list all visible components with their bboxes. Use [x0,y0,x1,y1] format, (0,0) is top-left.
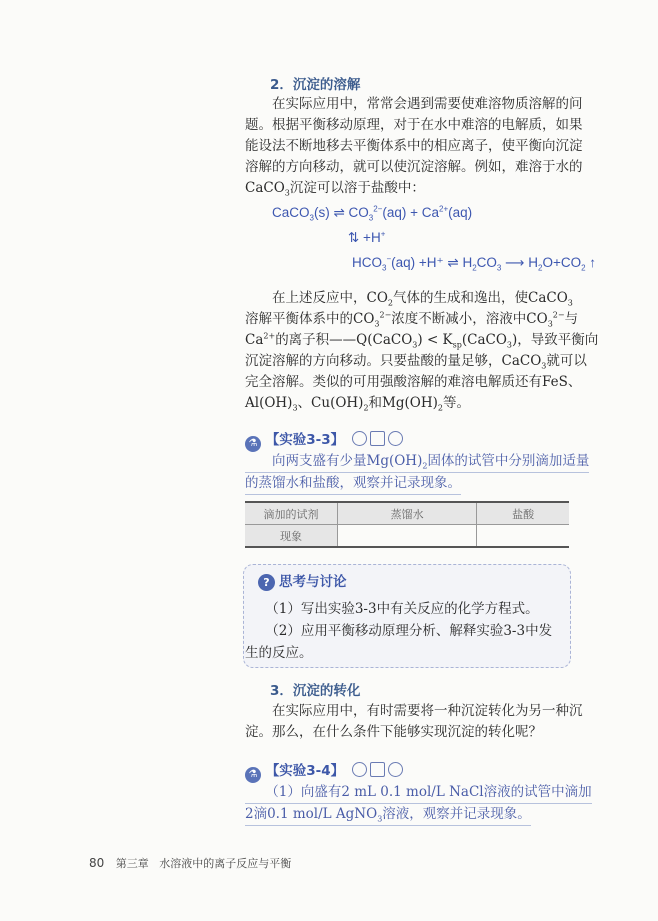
text-segment: 淀。那么，在什么条件下能够实现沉淀的转化呢？ [245,724,542,740]
superscript: 2− [552,310,565,320]
section-heading-conversion: 3．沉淀的转化 [270,683,361,699]
text-segment: （2）应用平衡移动原理分析、解释实验3-3中发 [245,623,553,639]
text-segment: Ca [245,332,264,348]
subscript: 2 [363,403,369,413]
text-segment: 2滴0.1 mol/L AgNO [245,806,378,822]
flask-icon: ⚗ [245,436,261,452]
experiment-title: 【实验3-3】 [265,432,345,448]
text-line [245,309,578,330]
text-line [245,722,542,743]
chapter-label: 第三章 [115,857,149,870]
text-line [245,643,313,664]
text-segment: （1）向盛有2 mL 0.1 mol/L NaCl溶液的试管中滴加 [245,784,592,800]
observation-table [245,501,569,548]
page-number: 80 [89,856,105,870]
subscript: 3 [284,188,290,198]
text-segment: +H⁺ ⇌ [418,255,459,270]
subscript: 2 [537,263,543,273]
flask-icon: ⚗ [245,767,261,783]
row-label: 现象 [245,525,338,548]
superscript: 2− [379,310,392,320]
text-segment: ↑ [585,255,597,270]
text-segment: ) < K [417,332,453,348]
text-segment: 溶解的方向移动，就可以使沉淀溶解。例如，难溶于水的 [245,159,583,175]
text-segment: (CaCO [461,332,507,348]
text-line [245,473,461,495]
superscript: − [386,254,392,264]
subscript: sp [452,340,462,350]
goggles-icon [352,762,367,777]
text-segment: 溶液，观察并记录现象。 [382,806,531,822]
text-segment: 沉淀溶解的方向移动。只要盐酸的量足够，CaCO [245,353,542,369]
text-line [245,330,598,351]
text-segment: 浓度不断减小，溶液中CO [391,311,548,327]
text-line [245,451,589,473]
text-segment: 的蒸馏水和盐酸，观察并记录现象。 [245,475,461,491]
text-segment: (aq) + Ca [382,205,440,220]
subscript: 3 [309,213,314,223]
superscript: 2− [373,204,383,214]
subscript: 2 [472,263,477,273]
subscript: 3 [292,403,298,413]
text-line [245,782,592,804]
table-row [245,525,569,548]
experiment-title: 【实验3-4】 [265,763,345,779]
subscript: 2 [437,403,443,413]
equation-row-2 [348,230,385,246]
text-segment: 溶解平衡体系中的CO [245,311,375,327]
text-segment: Al(OH) [245,395,293,411]
table-header: 滴加的试剂 [245,502,338,525]
text-segment: 在上述反应中，CO [245,290,388,306]
subscript: 3 [368,213,374,223]
text-segment: 题。根据平衡移动原理，对于在水中难溶的电解质，如果 [245,117,583,133]
text-line [245,157,583,178]
text-segment: 沉淀可以溶于盐酸中： [289,180,425,196]
experiment-3-3-header [245,430,403,451]
superscript: 2+ [439,204,449,214]
subscript: 2 [387,298,393,308]
hazard-icon [370,431,385,446]
think-title-text: 思考与讨论 [279,574,347,590]
table-cell [477,525,569,548]
text-segment: （1）写出实验3-3中有关反应的化学方程式。 [245,601,539,617]
text-line [245,804,531,826]
text-line [245,351,587,372]
subscript: 2 [581,263,586,273]
equation-row-3 [352,255,596,271]
section-heading-dissolution: 2．沉淀的溶解 [270,77,361,93]
text-segment: 就可以 [546,353,587,369]
handwash-icon [388,762,403,777]
text-segment: CaCO [272,205,310,220]
text-segment: 的离子积——Q(CaCO [275,332,413,348]
text-segment: CaCO [245,180,285,196]
text-segment: )，导致平衡向 [512,332,599,348]
table-header: 蒸馏水 [338,502,477,525]
text-segment: (s) ⇌ CO [313,205,369,220]
text-line [245,136,583,157]
subscript: 3 [567,298,573,308]
text-line [245,94,583,115]
text-segment: HCO [352,255,382,270]
text-segment: 固体的试管中分别滴加适量 [427,453,590,469]
text-segment: 在实际应用中，有时需要将一种沉淀转化为另一种沉 [245,703,583,719]
text-segment: 等。 [442,395,470,411]
handwash-icon [388,431,403,446]
text-segment: 和Mg(OH) [368,395,438,411]
text-segment: ⟶ H [501,255,538,270]
text-segment: O+CO [542,255,582,270]
table-header-row [245,502,569,525]
text-segment: 向两支盛有少量Mg(OH) [245,453,423,469]
text-line [245,393,470,414]
think-discuss-title [258,570,347,591]
superscript: 2+ [263,331,276,341]
text-line [245,288,573,309]
subscript: 3 [382,263,387,273]
subscript: 3 [547,319,553,329]
subscript: 3 [377,814,383,824]
text-line [245,372,581,393]
subscript: 3 [541,361,547,371]
table-cell [338,525,477,548]
subscript: 3 [412,340,418,350]
text-line [245,178,425,199]
text-segment: 与 [564,311,579,327]
text-segment: 完全溶解。类似的可用强酸溶解的难溶电解质还有FeS、 [245,374,582,390]
text-line [245,701,583,722]
subscript: 2 [422,461,428,471]
text-segment: (aq) [448,205,473,220]
text-segment: 能设法不断地移去平衡体系中的相应离子，使平衡向沉淀 [245,138,583,154]
text-segment: 气体的生成和逸出，使CaCO [393,290,568,306]
subscript: 3 [496,263,502,273]
text-line [245,621,552,642]
text-segment: 生的反应。 [245,645,313,661]
page-footer [89,855,291,871]
text-segment: 在实际应用中，常常会遇到需要使难溶物质溶解的问 [245,96,583,112]
text-segment: CO [476,255,497,270]
equation-row-1 [272,205,472,221]
text-segment: ⇅ +H [348,230,381,245]
experiment-3-4-header [245,761,403,782]
table-header: 盐酸 [477,502,569,525]
text-segment: (aq) [391,255,419,270]
subscript: 3 [374,319,380,329]
text-line [245,115,583,136]
goggles-icon [352,431,367,446]
hazard-icon [370,762,385,777]
superscript: + [380,229,386,239]
chapter-title: 水溶液中的离子反应与平衡 [159,857,292,870]
text-line [245,599,539,620]
text-segment: H [458,255,473,270]
text-segment: 、Cu(OH) [297,395,364,411]
subscript: 3 [506,340,513,350]
question-icon: ? [258,574,275,591]
